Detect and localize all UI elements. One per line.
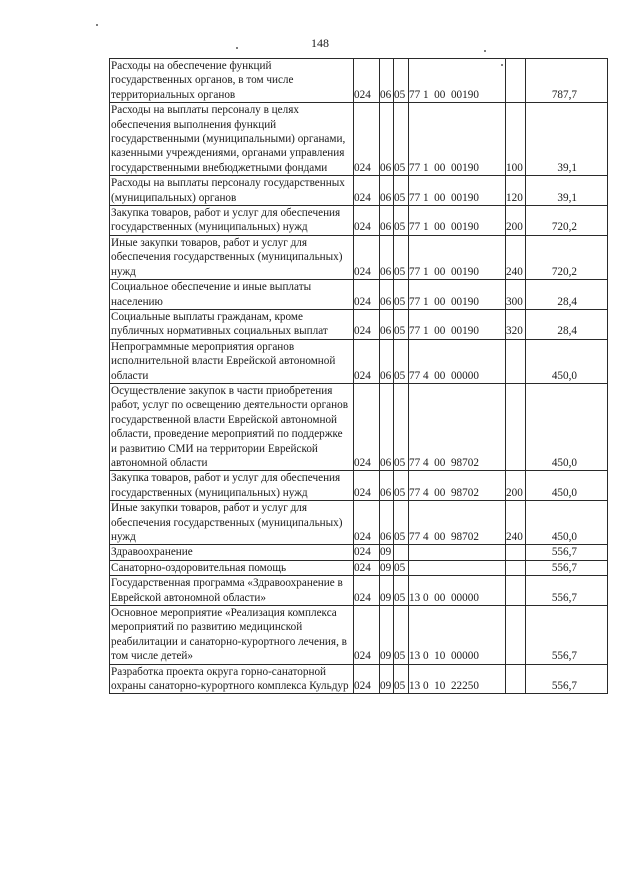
row-vr: 200 xyxy=(506,206,526,236)
row-gr: 024 xyxy=(354,206,380,236)
row-csr: 77 1 00 00190 xyxy=(409,176,506,206)
row-rz: 06 xyxy=(380,235,394,279)
row-pr: 05 xyxy=(394,206,409,236)
row-vr: 120 xyxy=(506,176,526,206)
row-vr: 300 xyxy=(506,280,526,310)
row-csr: 77 1 00 00190 xyxy=(409,309,506,339)
row-csr: 13 0 10 00000 xyxy=(409,606,506,665)
row-pr: 05 xyxy=(394,280,409,310)
row-vr xyxy=(506,576,526,606)
row-gr: 024 xyxy=(354,576,380,606)
row-amount: 450,0 xyxy=(526,501,608,545)
row-rz: 06 xyxy=(380,206,394,236)
row-csr: 77 4 00 98702 xyxy=(409,501,506,545)
row-name: Непрограммные мероприятия органов исполнительной власти Еврейской автономной области xyxy=(110,339,354,383)
row-amount: 720,2 xyxy=(526,206,608,236)
row-vr xyxy=(506,560,526,575)
table-row xyxy=(110,339,608,383)
row-amount: 28,4 xyxy=(526,309,608,339)
row-pr: 05 xyxy=(394,606,409,665)
row-amount: 450,0 xyxy=(526,383,608,470)
row-csr: 13 0 00 00000 xyxy=(409,576,506,606)
row-gr: 024 xyxy=(354,176,380,206)
table-row xyxy=(110,560,608,575)
row-name: Разработка проекта округа горно-санаторной охраны санаторно-курортного комплекса Кульдур xyxy=(110,664,354,694)
row-rz: 06 xyxy=(380,471,394,501)
row-pr: 05 xyxy=(394,576,409,606)
row-name: Государственная программа «Здравоохранение в Еврейской автономной области» xyxy=(110,576,354,606)
row-gr: 024 xyxy=(354,383,380,470)
scan-speck xyxy=(484,50,486,52)
row-vr: 240 xyxy=(506,501,526,545)
row-amount: 556,7 xyxy=(526,545,608,560)
row-name: Осуществление закупок в части приобретения работ, услуг по освещению деятельности органов государственной власти Еврейской автономной области, проведение мероприятий по поддержке и развитию СМИ на территории Еврейской автономной области xyxy=(110,383,354,470)
row-pr: 05 xyxy=(394,59,409,103)
row-amount: 556,7 xyxy=(526,664,608,694)
row-gr: 024 xyxy=(354,606,380,665)
row-rz: 06 xyxy=(380,339,394,383)
table-row xyxy=(110,501,608,545)
table-row xyxy=(110,280,608,310)
row-pr: 05 xyxy=(394,471,409,501)
row-pr: 05 xyxy=(394,383,409,470)
table-row xyxy=(110,576,608,606)
row-pr: 05 xyxy=(394,176,409,206)
row-gr: 024 xyxy=(354,280,380,310)
row-name: Здравоохранение xyxy=(110,545,354,560)
row-gr: 024 xyxy=(354,501,380,545)
row-rz: 06 xyxy=(380,103,394,176)
table-row xyxy=(110,471,608,501)
row-vr xyxy=(506,545,526,560)
row-name: Основное мероприятие «Реализация комплекса мероприятий по развитию медицинской реабилитации и санаторно-курортного лечения, в том числе детей» xyxy=(110,606,354,665)
row-csr: 77 1 00 00190 xyxy=(409,59,506,103)
row-csr: 77 4 00 98702 xyxy=(409,383,506,470)
row-rz: 06 xyxy=(380,383,394,470)
row-gr: 024 xyxy=(354,59,380,103)
row-pr: 05 xyxy=(394,309,409,339)
row-csr: 77 1 00 00190 xyxy=(409,206,506,236)
row-amount: 787,7 xyxy=(526,59,608,103)
table-row xyxy=(110,309,608,339)
table-row xyxy=(110,206,608,236)
row-name: Социальные выплаты гражданам, кроме публичных нормативных социальных выплат xyxy=(110,309,354,339)
row-rz: 09 xyxy=(380,606,394,665)
row-name: Расходы на выплаты персоналу государственных (муниципальных) органов xyxy=(110,176,354,206)
row-vr xyxy=(506,664,526,694)
row-name: Расходы на выплаты персоналу в целях обеспечения выполнения функций государственными (муниципальными) органами, казенными учреждениями, органами управления государственными внебюджетными фондами xyxy=(110,103,354,176)
table-row xyxy=(110,103,608,176)
row-rz: 06 xyxy=(380,59,394,103)
row-amount: 450,0 xyxy=(526,471,608,501)
row-vr xyxy=(506,606,526,665)
row-rz: 09 xyxy=(380,576,394,606)
row-amount: 450,0 xyxy=(526,339,608,383)
row-csr: 77 1 00 00190 xyxy=(409,280,506,310)
row-gr: 024 xyxy=(354,545,380,560)
row-amount: 39,1 xyxy=(526,176,608,206)
table-row xyxy=(110,176,608,206)
row-name: Иные закупки товаров, работ и услуг для обеспечения государственных (муниципальных) нужд xyxy=(110,235,354,279)
row-csr: 77 1 00 00190 xyxy=(409,103,506,176)
table-row xyxy=(110,545,608,560)
row-name: Расходы на обеспечение функций государственных органов, в том числе территориальных органов xyxy=(110,59,354,103)
row-vr: 240 xyxy=(506,235,526,279)
row-gr: 024 xyxy=(354,309,380,339)
row-name: Социальное обеспечение и иные выплаты населению xyxy=(110,280,354,310)
row-pr: 05 xyxy=(394,501,409,545)
row-name: Закупка товаров, работ и услуг для обеспечения государственных (муниципальных) нужд xyxy=(110,471,354,501)
row-pr xyxy=(394,545,409,560)
row-vr xyxy=(506,339,526,383)
row-csr: 77 4 00 00000 xyxy=(409,339,506,383)
row-gr: 024 xyxy=(354,560,380,575)
table-row xyxy=(110,606,608,665)
row-rz: 06 xyxy=(380,280,394,310)
scan-speck xyxy=(236,47,238,49)
page-number: 148 xyxy=(311,36,329,50)
row-gr: 024 xyxy=(354,664,380,694)
row-csr: 77 1 00 00190 xyxy=(409,235,506,279)
row-amount: 556,7 xyxy=(526,606,608,665)
row-csr xyxy=(409,560,506,575)
row-csr xyxy=(409,545,506,560)
row-csr: 77 4 00 98702 xyxy=(409,471,506,501)
row-name: Закупка товаров, работ и услуг для обеспечения государственных (муниципальных) нужд xyxy=(110,206,354,236)
row-pr: 05 xyxy=(394,664,409,694)
row-amount: 556,7 xyxy=(526,576,608,606)
row-amount: 28,4 xyxy=(526,280,608,310)
table-row xyxy=(110,383,608,470)
row-gr: 024 xyxy=(354,103,380,176)
row-pr: 05 xyxy=(394,339,409,383)
row-pr: 05 xyxy=(394,235,409,279)
row-rz: 09 xyxy=(380,545,394,560)
table-row xyxy=(110,59,608,103)
row-gr: 024 xyxy=(354,471,380,501)
table-body xyxy=(110,59,608,694)
row-vr: 200 xyxy=(506,471,526,501)
row-vr xyxy=(506,59,526,103)
row-rz: 06 xyxy=(380,501,394,545)
row-rz: 09 xyxy=(380,664,394,694)
row-name: Иные закупки товаров, работ и услуг для обеспечения государственных (муниципальных) нужд xyxy=(110,501,354,545)
row-vr: 320 xyxy=(506,309,526,339)
row-amount: 556,7 xyxy=(526,560,608,575)
row-amount: 39,1 xyxy=(526,103,608,176)
row-vr: 100 xyxy=(506,103,526,176)
row-vr xyxy=(506,383,526,470)
row-rz: 06 xyxy=(380,176,394,206)
row-pr: 05 xyxy=(394,103,409,176)
row-rz: 06 xyxy=(380,309,394,339)
row-name: Санаторно-оздоровительная помощь xyxy=(110,560,354,575)
row-gr: 024 xyxy=(354,339,380,383)
budget-table xyxy=(109,58,608,694)
row-amount: 720,2 xyxy=(526,235,608,279)
row-rz: 09 xyxy=(380,560,394,575)
row-csr: 13 0 10 22250 xyxy=(409,664,506,694)
row-gr: 024 xyxy=(354,235,380,279)
scan-speck xyxy=(96,24,98,26)
row-pr: 05 xyxy=(394,560,409,575)
table-row xyxy=(110,664,608,694)
table-row xyxy=(110,235,608,279)
